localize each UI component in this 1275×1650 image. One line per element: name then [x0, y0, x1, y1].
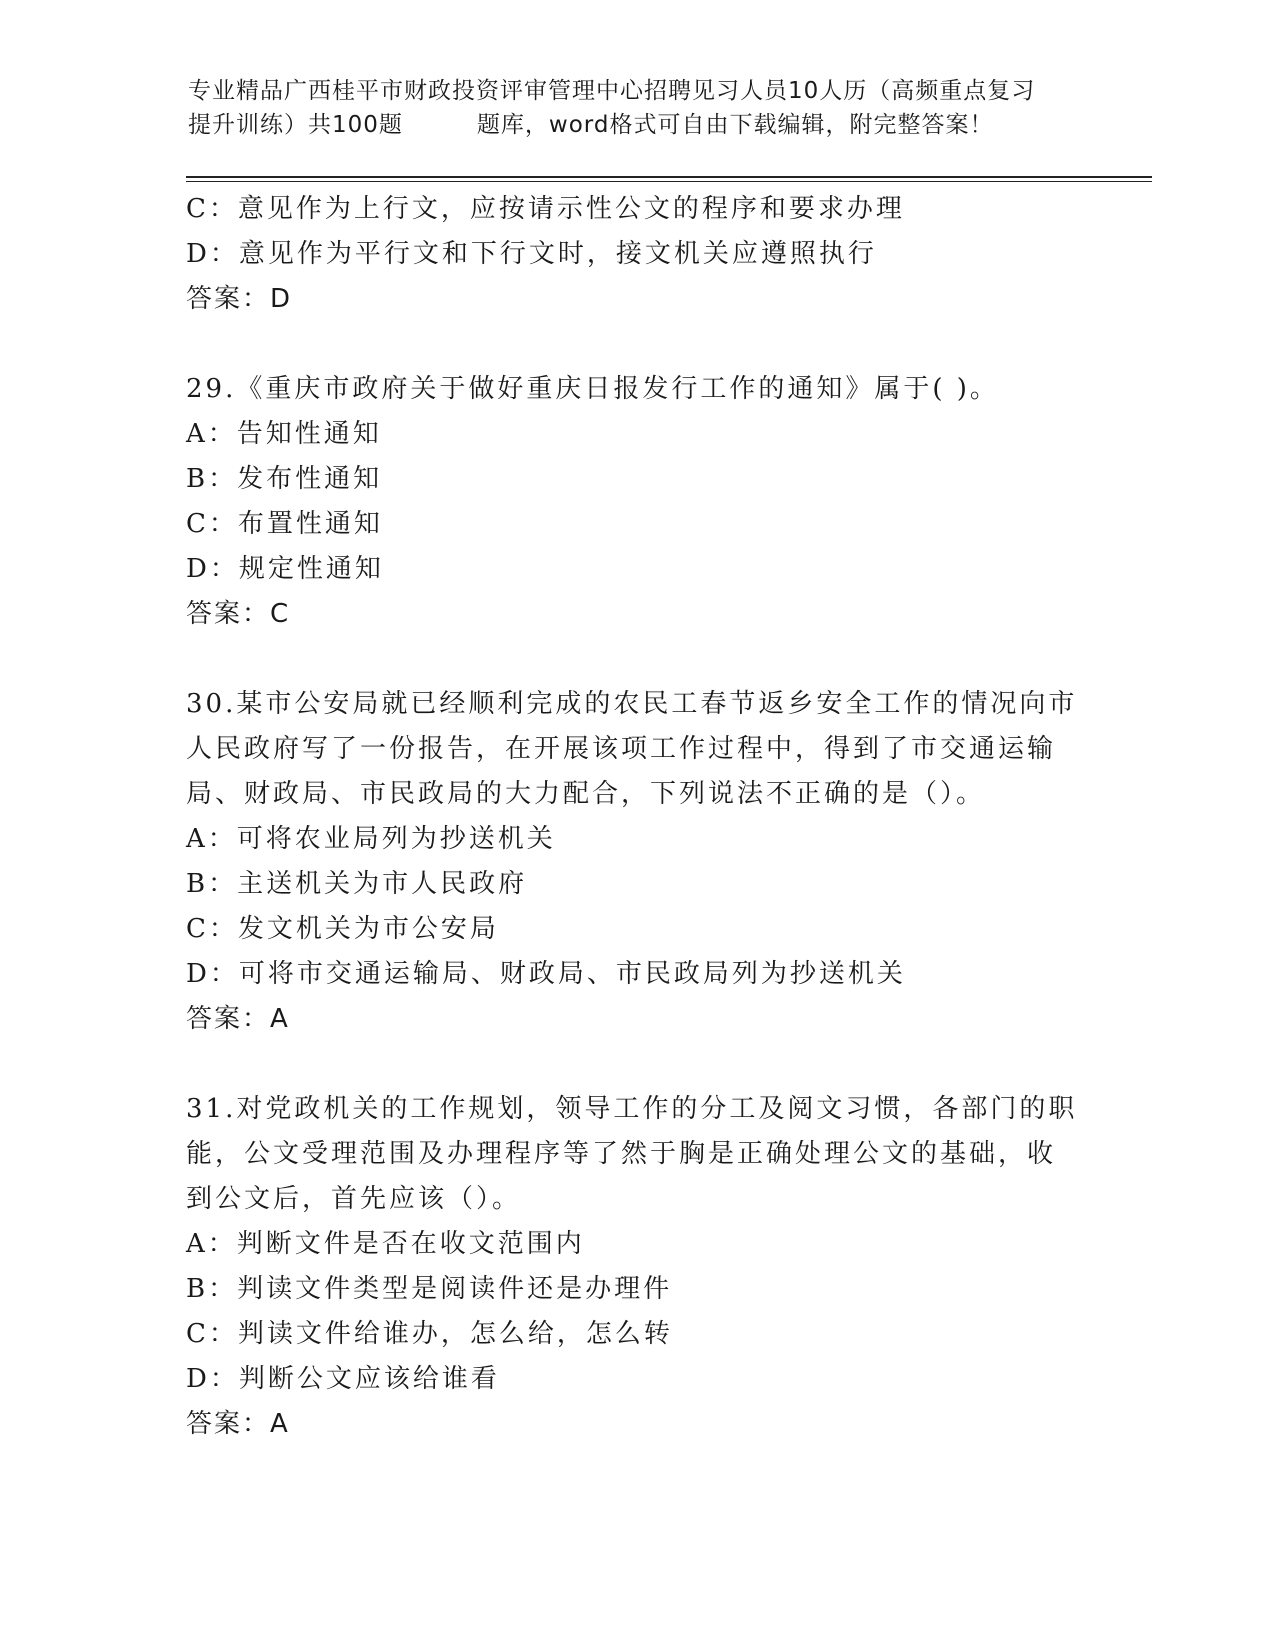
- option-d: D：判断公文应该给谁看: [186, 1364, 500, 1394]
- answer: 答案：A: [186, 1004, 290, 1034]
- option-c: C：意见作为上行文，应按请示性公文的程序和要求办理: [186, 194, 905, 224]
- question-31: [186, 1087, 1086, 1447]
- option-c: C：发文机关为市公安局: [186, 914, 499, 944]
- spacer: [186, 322, 1086, 367]
- question-stem-line-1: 31.对党政机关的工作规划，领导工作的分工及阅文习惯，各部门的职: [186, 1094, 1078, 1124]
- question-stem-line-1: 30.某市公安局就已经顺利完成的农民工春节返乡安全工作的情况向市: [186, 689, 1078, 719]
- option-a: A：告知性通知: [186, 419, 382, 449]
- option-d: D：可将市交通运输局、财政局、市民政局列为抄送机关: [186, 959, 906, 989]
- spacer: [186, 1042, 1086, 1087]
- option-d: D：规定性通知: [186, 554, 384, 584]
- header-line-1: 专业精品广西桂平市财政投资评审管理中心招聘见习人员10人历（高频重点复习: [188, 78, 1036, 104]
- option-a: A：判断文件是否在收文范围内: [186, 1229, 585, 1259]
- answer: 答案：D: [186, 284, 293, 314]
- option-c: C：判读文件给谁办，怎么给，怎么转: [186, 1319, 673, 1349]
- document-header: [188, 74, 1088, 142]
- header-line-2-left: 提升训练）共100题: [188, 112, 403, 138]
- option-d: D：意见作为平行文和下行文时，接文机关应遵照执行: [186, 239, 877, 269]
- question-28-tail: [186, 187, 1086, 322]
- header-rule-thick: [186, 176, 1152, 178]
- header-line-2-right: 题库，word格式可自由下载编辑，附完整答案！: [476, 112, 994, 138]
- header-line-2: [188, 108, 1088, 142]
- question-stem-line-2: 能，公文受理范围及办理程序等了然于胸是正确处理公文的基础，收: [186, 1139, 1057, 1169]
- header-rule-thin: [186, 181, 1152, 182]
- option-b: B：发布性通知: [186, 464, 383, 494]
- answer: 答案：C: [186, 599, 291, 629]
- spacer: [186, 637, 1086, 682]
- option-c: C：布置性通知: [186, 509, 383, 539]
- question-30: [186, 682, 1086, 1042]
- option-b: B：主送机关为市人民政府: [186, 869, 528, 899]
- option-a: A：可将农业局列为抄送机关: [186, 824, 556, 854]
- question-stem-line-2: 人民政府写了一份报告，在开展该项工作过程中，得到了市交通运输: [186, 734, 1057, 764]
- question-stem-line-3: 局、财政局、市民政局的大力配合，下列说法不正确的是（）。: [186, 779, 986, 809]
- question-content: [186, 187, 1086, 1447]
- answer: 答案：A: [186, 1409, 290, 1439]
- question-29: [186, 367, 1086, 637]
- question-stem: 29.《重庆市政府关于做好重庆日报发行工作的通知》属于( )。: [186, 374, 999, 404]
- question-stem-line-3: 到公文后，首先应该（）。: [186, 1184, 522, 1214]
- option-b: B：判读文件类型是阅读件还是办理件: [186, 1274, 673, 1304]
